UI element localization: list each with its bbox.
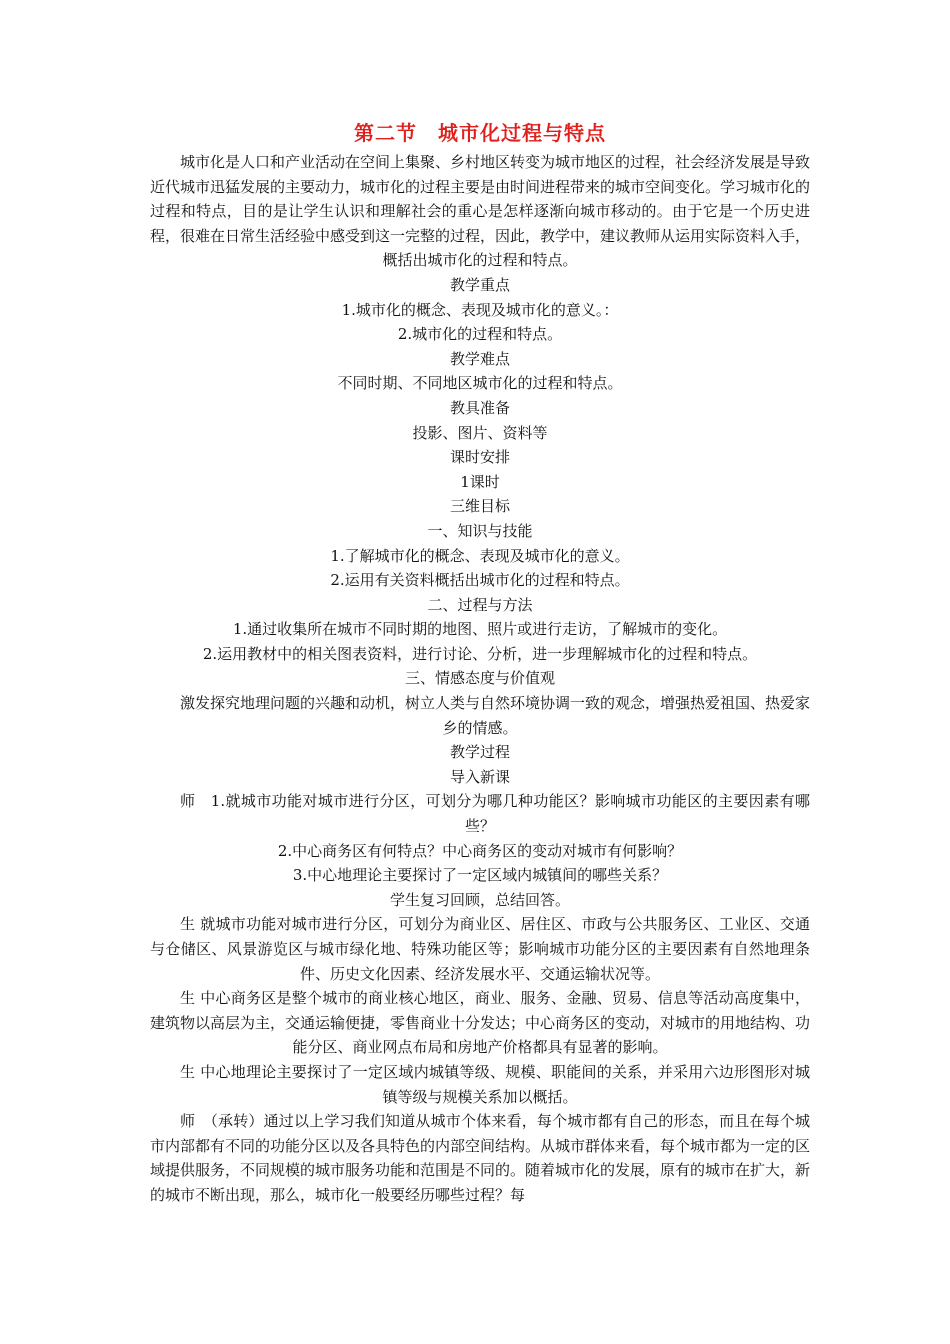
difficulty-text: 不同时期、不同地区城市化的过程和特点。 bbox=[337, 374, 623, 393]
intro-lesson-heading: 导入新课 bbox=[449, 767, 510, 786]
goal1-item-1: 1.了解城市化的概念、表现及城市化的意义。 bbox=[330, 546, 630, 565]
tools-heading: 教具准备 bbox=[449, 398, 510, 417]
review-note: 学生复习回顾，总结回答。 bbox=[389, 890, 570, 909]
section-title: 第二节 城市化过程与特点 bbox=[354, 121, 606, 145]
teacher-question-3: 3.中心地理论主要探讨了一定区域内城镇间的哪些关系？ bbox=[292, 866, 668, 885]
goal3-heading: 三、情感态度与价值观 bbox=[404, 669, 555, 688]
tools-text: 投影、图片、资料等 bbox=[412, 423, 548, 442]
document-page bbox=[150, 118, 810, 1208]
process-heading: 教学过程 bbox=[449, 743, 510, 762]
student-answer-2: 生 中心商务区是整个城市的商业核心地区，商业、服务、金融、贸易、信息等活动高度集中，建筑物以高层为主，交通运输便捷，零售商业十分发达；中心商务区的变动，对城市的用地结构、功能分区、商业网点布局和房地产价格都具有显著的影响。 bbox=[150, 989, 811, 1057]
teacher-transition: 师 （承转）通过以上学习我们知道从城市个体来看，每个城市都有自己的形态，而且在每个城市内部都有不同的功能分区以及各具特色的内部空间结构。从城市群体来看，每个城市都为一定的区域提供服务，不同规模的城市服务功能和范围是不同的。随着城市化的发展，原有的城市在扩大，新的城市不断出现，那么，城市化一般要经历哪些过程？每 bbox=[150, 1112, 811, 1204]
intro-paragraph: 城市化是人口和产业活动在空间上集聚、乡村地区转变为城市地区的过程，社会经济发展是导致近代城市迅猛发展的主要动力，城市化的过程主要是由时间进程带来的城市空间变化。学习城市化的过程和特点，目的是让学生认识和理解社会的重心是怎样逐渐向城市移动的。由于它是一个历史进程，很难在日常生活经验中感受到这一完整的过程，因此，教学中，建议教师从运用实际资料入手，概括出城市化的过程和特点。 bbox=[150, 153, 811, 270]
student-answer-3: 生 中心地理论主要探讨了一定区域内城镇等级、规模、职能间的关系，并采用六边形图形对城镇等级与规模关系加以概括。 bbox=[180, 1062, 810, 1106]
key-points-heading: 教学重点 bbox=[449, 275, 510, 294]
goal3-text: 激发探究地理问题的兴趣和动机，树立人类与自然环境协调一致的观念，增强热爱祖国、热爱家乡的情感。 bbox=[180, 694, 811, 737]
schedule-text: 1课时 bbox=[460, 472, 500, 491]
goal2-heading: 二、过程与方法 bbox=[427, 595, 533, 614]
teacher-question-2: 2.中心商务区有何特点？中心商务区的变动对城市有何影响？ bbox=[277, 841, 683, 860]
schedule-heading: 课时安排 bbox=[449, 448, 510, 467]
goals-heading: 三维目标 bbox=[449, 497, 510, 516]
goal1-heading: 一、知识与技能 bbox=[427, 521, 533, 540]
difficulty-heading: 教学难点 bbox=[449, 349, 510, 368]
goal2-item-2: 2.运用教材中的相关图表资料，进行讨论、分析，进一步理解城市化的过程和特点。 bbox=[202, 644, 758, 663]
goal2-item-1: 1.通过收集所在城市不同时期的地图、照片或进行走访，了解城市的变化。 bbox=[232, 620, 728, 639]
student-answer-1: 生 就城市功能对城市进行分区，可划分为商业区、居住区、市政与公共服务区、工业区、交通与仓储区、风景游览区与城市绿化地、特殊功能区等；影响城市功能分区的主要因素有自然地理条件、历史文化因素、经济发展水平、交通运输状况等。 bbox=[150, 915, 810, 983]
goal1-item-2: 2.运用有关资料概括出城市化的过程和特点。 bbox=[330, 571, 630, 590]
key-point-1: 1.城市化的概念、表现及城市化的意义。： bbox=[341, 300, 619, 319]
key-point-2: 2.城市化的过程和特点。 bbox=[397, 325, 563, 344]
teacher-question-1: 师 1.就城市功能对城市进行分区，可划分为哪几种功能区？影响城市功能区的主要因素有哪些？ bbox=[180, 792, 810, 836]
